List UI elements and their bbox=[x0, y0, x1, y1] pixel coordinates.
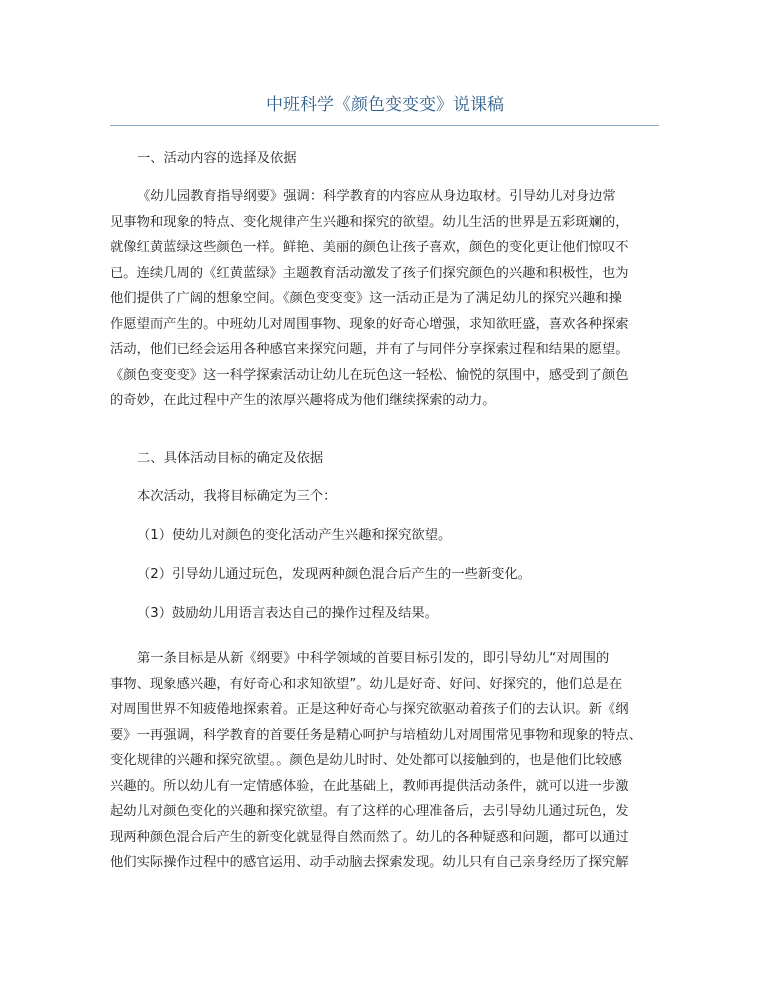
paragraph-line: 已。连续几周的《红黄蓝绿》主题教育活动激发了孩子们探究颜色的兴趣和积极性，也为 bbox=[110, 265, 629, 281]
paragraph-line: 作愿望而产生的。中班幼儿对周围事物、现象的好奇心增强，求知欲旺盛，喜欢各种探索 bbox=[110, 316, 629, 332]
title-underline bbox=[110, 125, 659, 126]
paragraph-line: 活动，他们已经会运用各种感官来探究问题，并有了与同伴分享探索过程和结果的愿望。 bbox=[110, 342, 629, 357]
paragraph-line: 现两种颜色混合后产生的新变化就显得自然而然了。幼儿的各种疑惑和问题，都可以通过 bbox=[110, 829, 629, 845]
paragraph-line: 事物、现象感兴趣，有好奇心和求知欲望”。幼儿是好奇、好问、好探究的，他们总是在 bbox=[110, 676, 623, 692]
paragraph-line: 他们提供了广阔的想象空间。《颜色变变变》这一活动正是为了满足幼儿的探究兴趣和操 bbox=[110, 291, 622, 306]
section-heading-2: 二、具体活动目标的确定及依据 bbox=[137, 451, 324, 466]
section-heading-1: 一、活动内容的选择及依据 bbox=[137, 151, 297, 166]
paragraph-line: 见事物和现象的特点、变化规律产生兴趣和探究的欲望。幼儿生活的世界是五彩斑斓的， bbox=[110, 214, 629, 230]
goals-intro: 本次活动，我将目标确定为三个： bbox=[137, 489, 337, 504]
paragraph-line: 《幼儿园教育指导纲要》强调：科学教育的内容应从身边取材。引导幼儿对身边常 bbox=[137, 189, 616, 204]
paragraph-line: 第一条目标是从新《纲要》中科学领域的首要目标引发的，即引导幼儿“对周围的 bbox=[137, 651, 610, 666]
paragraph-line: 起幼儿对颜色变化的兴趣和探究欲望。有了这样的心理准备后，去引导幼儿通过玩色，发 bbox=[110, 804, 629, 819]
paragraph-line: 他们实际操作过程中的感官运用、动手动脑去探索发现。幼儿只有自己亲身经历了探究解 bbox=[110, 855, 629, 870]
paragraph-line: 对周围世界不知疲倦地探索着。正是这种好奇心与探究欲驱动着孩子们的去认识。新《纲 bbox=[110, 702, 629, 717]
paragraph-line: 兴趣的。所以幼儿有一定情感体验，在此基础上，教师再提供活动条件，就可以进一步激 bbox=[110, 778, 629, 794]
paragraph-line: 就像红黄蓝绿这些颜色一样。鲜艳、美丽的颜色让孩子喜欢，颜色的变化更让他们惊叹不 bbox=[110, 240, 629, 255]
document-title: 中班科学《颜色变变变》说课稿 bbox=[266, 95, 504, 115]
paragraph-2 bbox=[110, 646, 658, 876]
paragraph-1 bbox=[110, 184, 658, 414]
paragraph-line: 要》一再强调，科学教育的首要任务是精心呵护与培植幼儿对周围常见事物和现象的特点、 bbox=[110, 727, 642, 743]
goal-item-3: （3）鼓励幼儿用语言表达自己的操作过程及结果。 bbox=[137, 606, 438, 621]
paragraph-line: 变化规律的兴趣和探究欲望。。颜色是幼儿时时、处处都可以接触到的，也是他们比较感 bbox=[110, 753, 622, 768]
paragraph-line: 的奇妙，在此过程中产生的浓厚兴趣将成为他们继续探索的动力。 bbox=[110, 393, 496, 408]
goal-item-1: （1）使幼儿对颜色的变化活动产生兴趣和探究欲望。 bbox=[137, 528, 452, 543]
goal-item-2: （2）引导幼儿通过玩色，发现两种颜色混合后产生的一些新变化。 bbox=[137, 567, 532, 582]
paragraph-line: 《颜色变变变》这一科学探索活动让幼儿在玩色这一轻松、愉悦的氛围中，感受到了颜色 bbox=[110, 367, 629, 383]
